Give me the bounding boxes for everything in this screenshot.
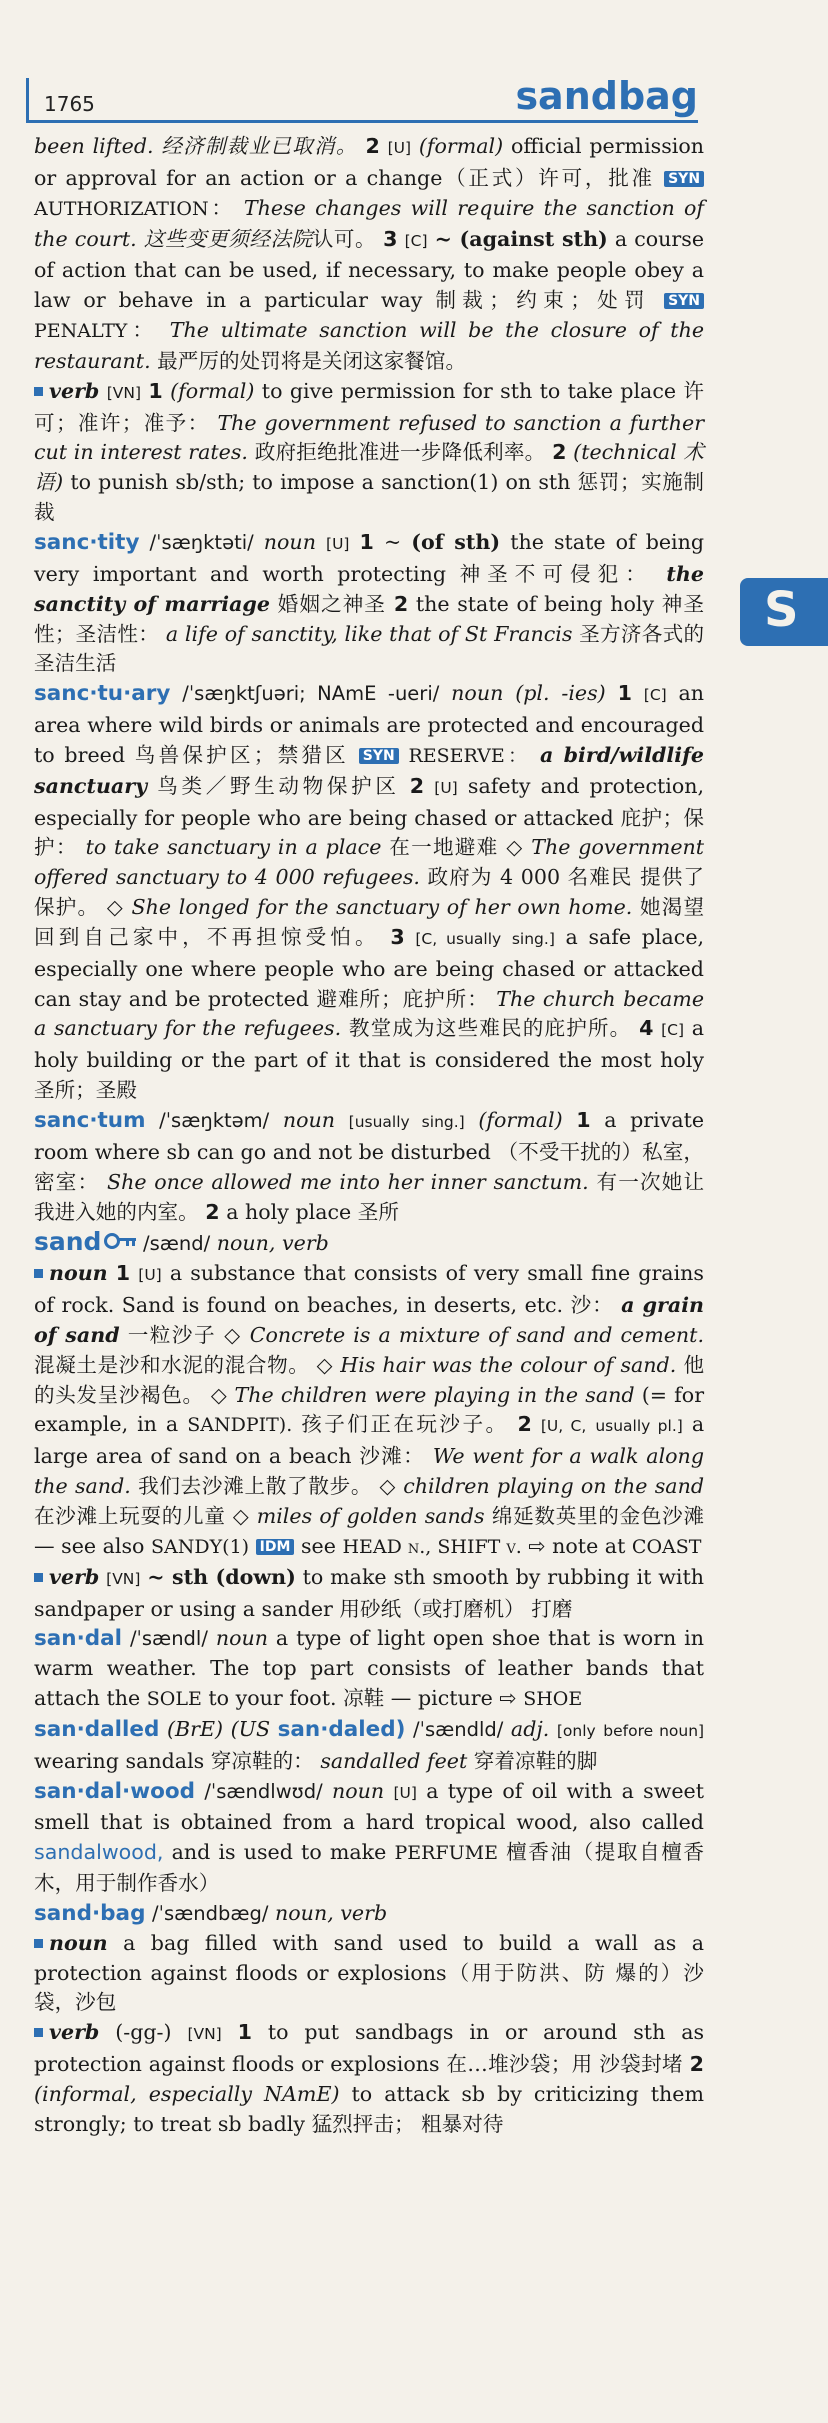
translation-text: 鸟类／野生动物保 <box>157 773 352 798</box>
synonym-xref: PENALTY <box>34 320 128 343</box>
sense-number: 2 <box>365 134 380 158</box>
translation-text: 一步降低利率。 <box>400 440 546 465</box>
example-text: went for a walk along the sand. <box>34 1444 705 1499</box>
example-text: offered sanctuary to 4 000 refugees. <box>34 865 420 890</box>
definition-text: safety and protection, especially for people <box>34 773 705 830</box>
entry-sanction-continued <box>34 132 704 377</box>
definition-text: wearing sandals 穿凉鞋的： <box>34 1748 314 1773</box>
pos-label: noun <box>49 1930 108 1955</box>
cross-reference: COAST <box>631 1535 702 1558</box>
grammar-label: sing.] <box>511 929 555 948</box>
entry-sanctity <box>34 528 704 679</box>
definition-text: also called <box>589 1810 704 1835</box>
syn-badge: SYN <box>664 171 704 187</box>
example-text: of St Francis <box>438 621 573 646</box>
example-separator: ◇ <box>316 1352 334 1377</box>
pos-label: noun, verb <box>216 1231 329 1256</box>
translation-text: 避难所；庇护所： <box>316 986 489 1011</box>
syn-badge: SYN <box>359 748 399 764</box>
synonym-xref: RESERVE： <box>408 744 531 767</box>
translation-text: 爆的）沙袋，沙包 <box>34 1960 704 2015</box>
grammar-label: [U, C, <box>540 1417 587 1436</box>
definition-text: sweet smell that is obtained from a hard tropical wood, <box>34 1778 705 1835</box>
example-separator: ◇ <box>379 1474 396 1499</box>
definition-text: to give permission for sth to take <box>261 378 613 403</box>
grammar-label: [C] <box>643 686 667 705</box>
translation-text: 打磨 <box>531 1596 573 1621</box>
definition-text: who are being chased or attacked 庇护；保护： <box>34 805 705 860</box>
example-separator: ◇ <box>106 895 124 920</box>
example-text: The ultimate sanction will be the closure of <box>169 318 659 343</box>
example-text: the refugees. <box>202 1016 342 1041</box>
header-rule <box>26 120 698 123</box>
definition-text: holy 圣所；圣殿 <box>34 1048 704 1103</box>
variant-headword: san·daled) <box>277 1716 406 1742</box>
pronunciation: /ˈsændbæg/ <box>152 1901 269 1925</box>
sense-number: 4 <box>639 1016 654 1041</box>
cross-reference: HEAD n., SHIFT v. <box>342 1535 522 1558</box>
translation-text: 檀香油（提取自檀香木，用于制作香水） <box>34 1840 705 1896</box>
section-bullet <box>34 387 43 396</box>
section-bullet <box>34 1269 43 1278</box>
definition-text: private room where sb can go and not be disturbed <box>34 1108 705 1164</box>
register-label: (informal, especially NAmE) <box>34 2082 340 2106</box>
example-separator: ◇ <box>210 1382 228 1407</box>
thumb-index-letter: S <box>764 582 799 638</box>
definition-text: etc. 沙： <box>524 1293 614 1318</box>
translation-text: 式）许可，批准 <box>491 165 655 190</box>
pos-label: adj. <box>510 1716 550 1741</box>
pattern-tilde: ~ <box>383 529 402 554</box>
definition-text: a holy <box>34 1016 705 1073</box>
example-text: into her inner sanctum. <box>339 1169 589 1194</box>
translation-text: 教堂成为这些难民的庇护所。 <box>348 1016 632 1041</box>
definition-text: behave in a particular way 制裁；约束；处罚 <box>118 288 652 313</box>
thumb-index-tab <box>740 578 828 646</box>
example-text: a life of sanctity, like that <box>165 621 432 646</box>
definition-text: a holy place 圣所 <box>226 1199 399 1224</box>
example-text: will require the sanction of the court. 这些变更须经法院 <box>34 195 704 251</box>
sense-number: 2 <box>517 1412 532 1437</box>
inflection-note: (-gg-) <box>115 2020 172 2045</box>
translation-text: 粗暴对待 <box>421 2111 504 2136</box>
pos-label: noun <box>282 1108 336 1132</box>
grammar-label: [VN] <box>106 383 141 402</box>
translation-text: 在一地避难 <box>389 835 499 860</box>
example-text: to take <box>85 835 160 860</box>
section-bullet <box>34 1939 43 1948</box>
definition-text: the state of <box>510 529 636 554</box>
translation-text: 婚姻之神圣 <box>277 591 387 616</box>
see-text: see <box>300 1533 336 1558</box>
translation-text: 政府为 4 000 名难民 <box>427 865 633 890</box>
example-text: miles of golden sands <box>256 1503 485 1528</box>
definition-text: a bag filled with sand used to build a wall as a <box>123 1930 704 1955</box>
pronunciation: /ˈsæŋktəm/ <box>159 1109 270 1132</box>
definition-text: and encouraged to breed 鸟兽保护区；禁猎区 <box>34 713 705 767</box>
grammar-label: [U] <box>138 1266 162 1285</box>
sense-number: 2 <box>393 591 409 616</box>
grammar-label: [U] <box>393 1783 417 1802</box>
definition-text: protection against floods or explosions 在…堆沙袋；用 <box>34 2052 593 2077</box>
definition-text: grains of rock. Sand is found on beaches, in deserts, <box>34 1261 705 1318</box>
see-text: note at <box>552 1533 626 1558</box>
sense-number: 3 <box>390 924 405 949</box>
translation-text: 孩子们正在玩沙子。 <box>301 1412 509 1437</box>
entry-sand-verb <box>34 1563 704 1625</box>
definition-text: criticizing them strongly; to treat sb badly 猛烈抨击； <box>34 2082 705 2136</box>
grammar-label: [VN] <box>187 2025 222 2044</box>
register-label: (formal) <box>418 134 504 158</box>
headword: san·dal·wood <box>34 1778 196 1804</box>
definition-text: to put sandbags in or around sth as <box>267 2020 705 2045</box>
translation-text: 物。 <box>267 1352 310 1377</box>
pattern-text: ~ (against sth) <box>434 226 608 251</box>
translation-text: 提供了保护。 <box>34 865 705 920</box>
definition-text: a type of oil with a <box>426 1778 634 1803</box>
translation-text: （不受干扰的）私室，密室： <box>34 1139 705 1194</box>
definition-text: a type of light open shoe that is <box>275 1626 616 1651</box>
definition-text: a <box>604 1108 617 1132</box>
definition-text: place 许可；准许；准予： <box>34 378 705 435</box>
definition-text: to attack sb by <box>351 2082 522 2106</box>
grammar-label: [U] <box>387 139 412 157</box>
region-label: (US <box>230 1716 271 1741</box>
entry-sanction-verb <box>34 377 704 528</box>
definition-text: a substance that consists of very small fine <box>169 1261 631 1286</box>
entries-column <box>34 132 704 2140</box>
sense-number: 1 <box>237 2020 252 2045</box>
definition-text: being chased or attacked can stay and be protected <box>34 956 704 1011</box>
definition-text: worn in warm weather. The top part consists of leather <box>34 1626 705 1681</box>
definition-text: being very important and worth protecting 神圣不可侵 <box>34 529 705 586</box>
headword: san·dal <box>34 1626 123 1652</box>
pos-label: noun <box>451 681 504 706</box>
pos-label: noun, verb <box>275 1900 388 1925</box>
translation-text: 她渴望回到自己家中，不再担惊受怕。 <box>34 895 705 949</box>
arrow-right-icon: ⇨ <box>499 1686 517 1711</box>
example-text: We <box>432 1444 465 1469</box>
sense-number: 1 <box>115 1261 131 1286</box>
grammar-label: [U] <box>326 534 350 553</box>
headword: sand <box>34 1227 102 1257</box>
translation-text: 在沙滩上玩耍的儿童 <box>34 1503 226 1528</box>
idm-badge: IDM <box>256 1539 295 1555</box>
cross-reference-link[interactable]: sandalwood, <box>34 1840 164 1865</box>
sense-number: 1 <box>148 378 163 403</box>
example-text: These changes <box>243 195 402 220</box>
definition-text: being holy 神圣性；圣洁性： <box>34 591 705 646</box>
pos-label: noun <box>331 1778 385 1803</box>
gloss-text: (= for <box>641 1382 705 1407</box>
example-separator: ◇ <box>232 1503 250 1528</box>
translation-text: 最严厉的处罚将是关闭这家餐馆。 <box>157 348 467 373</box>
pronunciation: /sænd/ <box>143 1232 211 1256</box>
pronunciation: /ˈsændlwʊd/ <box>204 1779 323 1803</box>
sense-number: 2 <box>205 1199 220 1224</box>
grammar-label: usually pl.] <box>595 1417 683 1436</box>
pos-label: noun <box>215 1626 269 1651</box>
translation-text: 一粒沙子 <box>127 1322 217 1347</box>
sense-number: 3 <box>383 226 398 251</box>
entry-sandal <box>34 1624 704 1715</box>
grammar-label: [usually sing.] <box>348 1113 465 1131</box>
cross-reference: SOLE <box>146 1688 202 1711</box>
definition-text: a course of action that can <box>34 226 705 283</box>
definition-text: building or the part of it that is considered the most <box>86 1048 652 1073</box>
syn-badge: SYN <box>664 293 704 309</box>
pos-label: verb <box>49 378 100 403</box>
cross-reference: PERFUME <box>394 1842 498 1865</box>
page-number: 1765 <box>44 92 95 116</box>
example-text: mixture of sand and cement. <box>398 1322 705 1347</box>
pronunciation: /ˈsæŋktəti/ <box>149 530 254 554</box>
sense-number: 1 <box>359 529 374 554</box>
colon: ： <box>127 318 159 343</box>
definition-text: permission or approval for an action or a change（正 <box>34 134 705 190</box>
example-text: been lifted. 经济制裁业已取消。 <box>34 134 358 158</box>
headword: sanc·tu·ary <box>34 681 171 707</box>
pos-label: verb <box>49 1564 100 1589</box>
definition-text: impose a sanction(1) on sth 惩罚；实施制裁 <box>34 470 705 525</box>
definition-text: an area where wild birds or animals are protected <box>34 681 705 738</box>
definition-text: a safe place, especially one where people who are <box>34 924 705 981</box>
example-text: sandalled feet <box>320 1748 468 1773</box>
headword: sanc·tity <box>34 529 140 555</box>
definition-text: to make sth smooth by rubbing it <box>302 1564 652 1589</box>
pronunciation: /ˈsændl/ <box>129 1627 208 1651</box>
translation-text: 我们去沙滩上散了散步。 <box>138 1474 373 1499</box>
headword: san·dalled <box>34 1716 160 1742</box>
register-label: (formal) <box>170 378 255 403</box>
example-separator: ◇ <box>506 835 524 860</box>
sense-number: 1 <box>617 681 632 706</box>
grammar-label: [only <box>556 1721 596 1740</box>
entry-sandbag <box>34 1899 704 1929</box>
grammar-label: [VN] <box>106 1569 141 1588</box>
sense-number: 2 <box>552 440 567 465</box>
arrow-right-icon: ⇨ <box>528 1533 546 1558</box>
definition-text: protection against floods or explosions（用于防洪、防 <box>34 1960 607 1985</box>
definition-text: and is used to make <box>171 1840 387 1865</box>
headword: sand·bag <box>34 1900 146 1926</box>
entry-sandalwood <box>34 1777 704 1899</box>
definition-text: bands that attach the <box>34 1656 704 1711</box>
pos-label: verb <box>49 2020 100 2045</box>
section-bullet <box>34 1573 43 1582</box>
pattern-text: (of sth) <box>411 529 501 554</box>
translation-text: 有一次她让我进入她的内室。 <box>34 1169 705 1224</box>
definition-text: with sandpaper or using a sander 用砂纸（或打磨机） <box>34 1564 705 1621</box>
definition-text: to punish sb/sth; to <box>70 470 273 495</box>
example-text: a bird/wildlife sanctuary <box>34 742 705 798</box>
pronunciation: /ˈsæŋktʃuəri; NAmE -ueri/ <box>182 682 440 706</box>
definition-text: a large area of sand on a beach 沙滩： <box>34 1412 705 1469</box>
example-separator: ◇ <box>224 1322 242 1347</box>
translation-text: 色。 <box>161 1382 204 1407</box>
example-text: His hair was the colour of sand. <box>340 1352 677 1377</box>
definition-text: to your foot. 凉鞋 — picture <box>208 1686 493 1711</box>
entry-sandbag-verb <box>34 2018 704 2139</box>
cross-reference: SANDPIT). <box>187 1414 293 1437</box>
example-text: Concrete is a <box>249 1322 391 1347</box>
translation-text: 混凝土是沙和水泥的混合 <box>34 1352 268 1377</box>
grammar-label: [C] <box>404 231 428 250</box>
cross-reference: SHOE <box>523 1688 583 1711</box>
example-text: The government refused to <box>217 410 506 435</box>
translation-text: 政府拒绝批准进 <box>254 440 401 465</box>
example-text: The children were playing in the sand <box>234 1382 635 1407</box>
header-rule-tick <box>26 78 29 123</box>
definition-text: be used, if necessary, to make people obey a law or <box>34 258 705 313</box>
translation-text: 圣方济各式的圣洁生活 <box>34 621 705 676</box>
definition-text: official <box>510 134 582 158</box>
grammar-label: [U] <box>434 778 458 797</box>
example-text: She longed for the sanctuary of her own <box>131 895 561 920</box>
region-label: (BrE) <box>166 1716 224 1741</box>
colon: ： <box>208 195 235 220</box>
translation-text: 沙袋封堵 <box>599 2052 683 2077</box>
translation-text: 绵延数英里的金色沙滩 — see also <box>34 1503 705 1558</box>
translation-text: 护区 <box>351 773 400 798</box>
example-text: The government <box>531 835 705 860</box>
section-bullet <box>34 2028 43 2037</box>
pronunciation: /ˈsændld/ <box>413 1717 504 1741</box>
entry-sand <box>34 1227 704 1259</box>
synonym-xref: AUTHORIZATION <box>34 197 209 220</box>
grammar-label: before noun] <box>603 1721 705 1740</box>
sense-number: 2 <box>409 773 425 798</box>
example-text: home. <box>568 895 633 920</box>
entry-sanctuary <box>34 679 704 1106</box>
example-text: She once allowed me <box>107 1169 332 1194</box>
translation-text: 犯： <box>597 561 653 586</box>
gloss-text: example, in a <box>34 1412 179 1437</box>
entry-sanctum <box>34 1106 704 1227</box>
plural-note: (pl. -ies) <box>515 681 606 706</box>
translation-text: 认可。 <box>312 226 377 251</box>
cross-reference: SANDY(1) <box>151 1535 250 1558</box>
sense-number: 1 <box>576 1108 591 1132</box>
example-text: the sanctity of marriage <box>34 561 705 616</box>
example-text: a grain of sand <box>34 1293 705 1347</box>
grammar-label: [C, usually <box>415 929 502 948</box>
example-text: the restaurant. <box>34 318 705 373</box>
example-text: sanctuary in a place <box>167 835 382 860</box>
register-label: (formal) <box>478 1108 563 1132</box>
entry-sandbag-noun <box>34 1929 704 2019</box>
headword: sanc·tum <box>34 1108 146 1133</box>
entry-sand-noun <box>34 1259 704 1562</box>
example-text: sanction a further cut in interest rates. <box>34 410 705 465</box>
pos-label: noun <box>263 529 316 554</box>
sense-number: 2 <box>689 2052 704 2077</box>
example-text: children playing on the sand <box>403 1474 705 1499</box>
entry-sandalled <box>34 1715 704 1777</box>
pattern-text: ~ sth (down) <box>147 1564 296 1589</box>
register-label: (technical 术语) <box>34 440 705 495</box>
definition-text: the state of <box>415 591 537 616</box>
grammar-label: [C] <box>661 1021 685 1040</box>
translation-text: 穿着凉鞋的脚 <box>473 1748 598 1773</box>
guide-word: sandbag <box>515 74 698 118</box>
pos-label: noun <box>49 1261 108 1286</box>
oxford-3000-key-icon <box>104 1233 136 1247</box>
translation-text: 他的头发呈沙褐 <box>34 1352 705 1407</box>
example-text: The church became a sanctuary for <box>34 986 705 1041</box>
